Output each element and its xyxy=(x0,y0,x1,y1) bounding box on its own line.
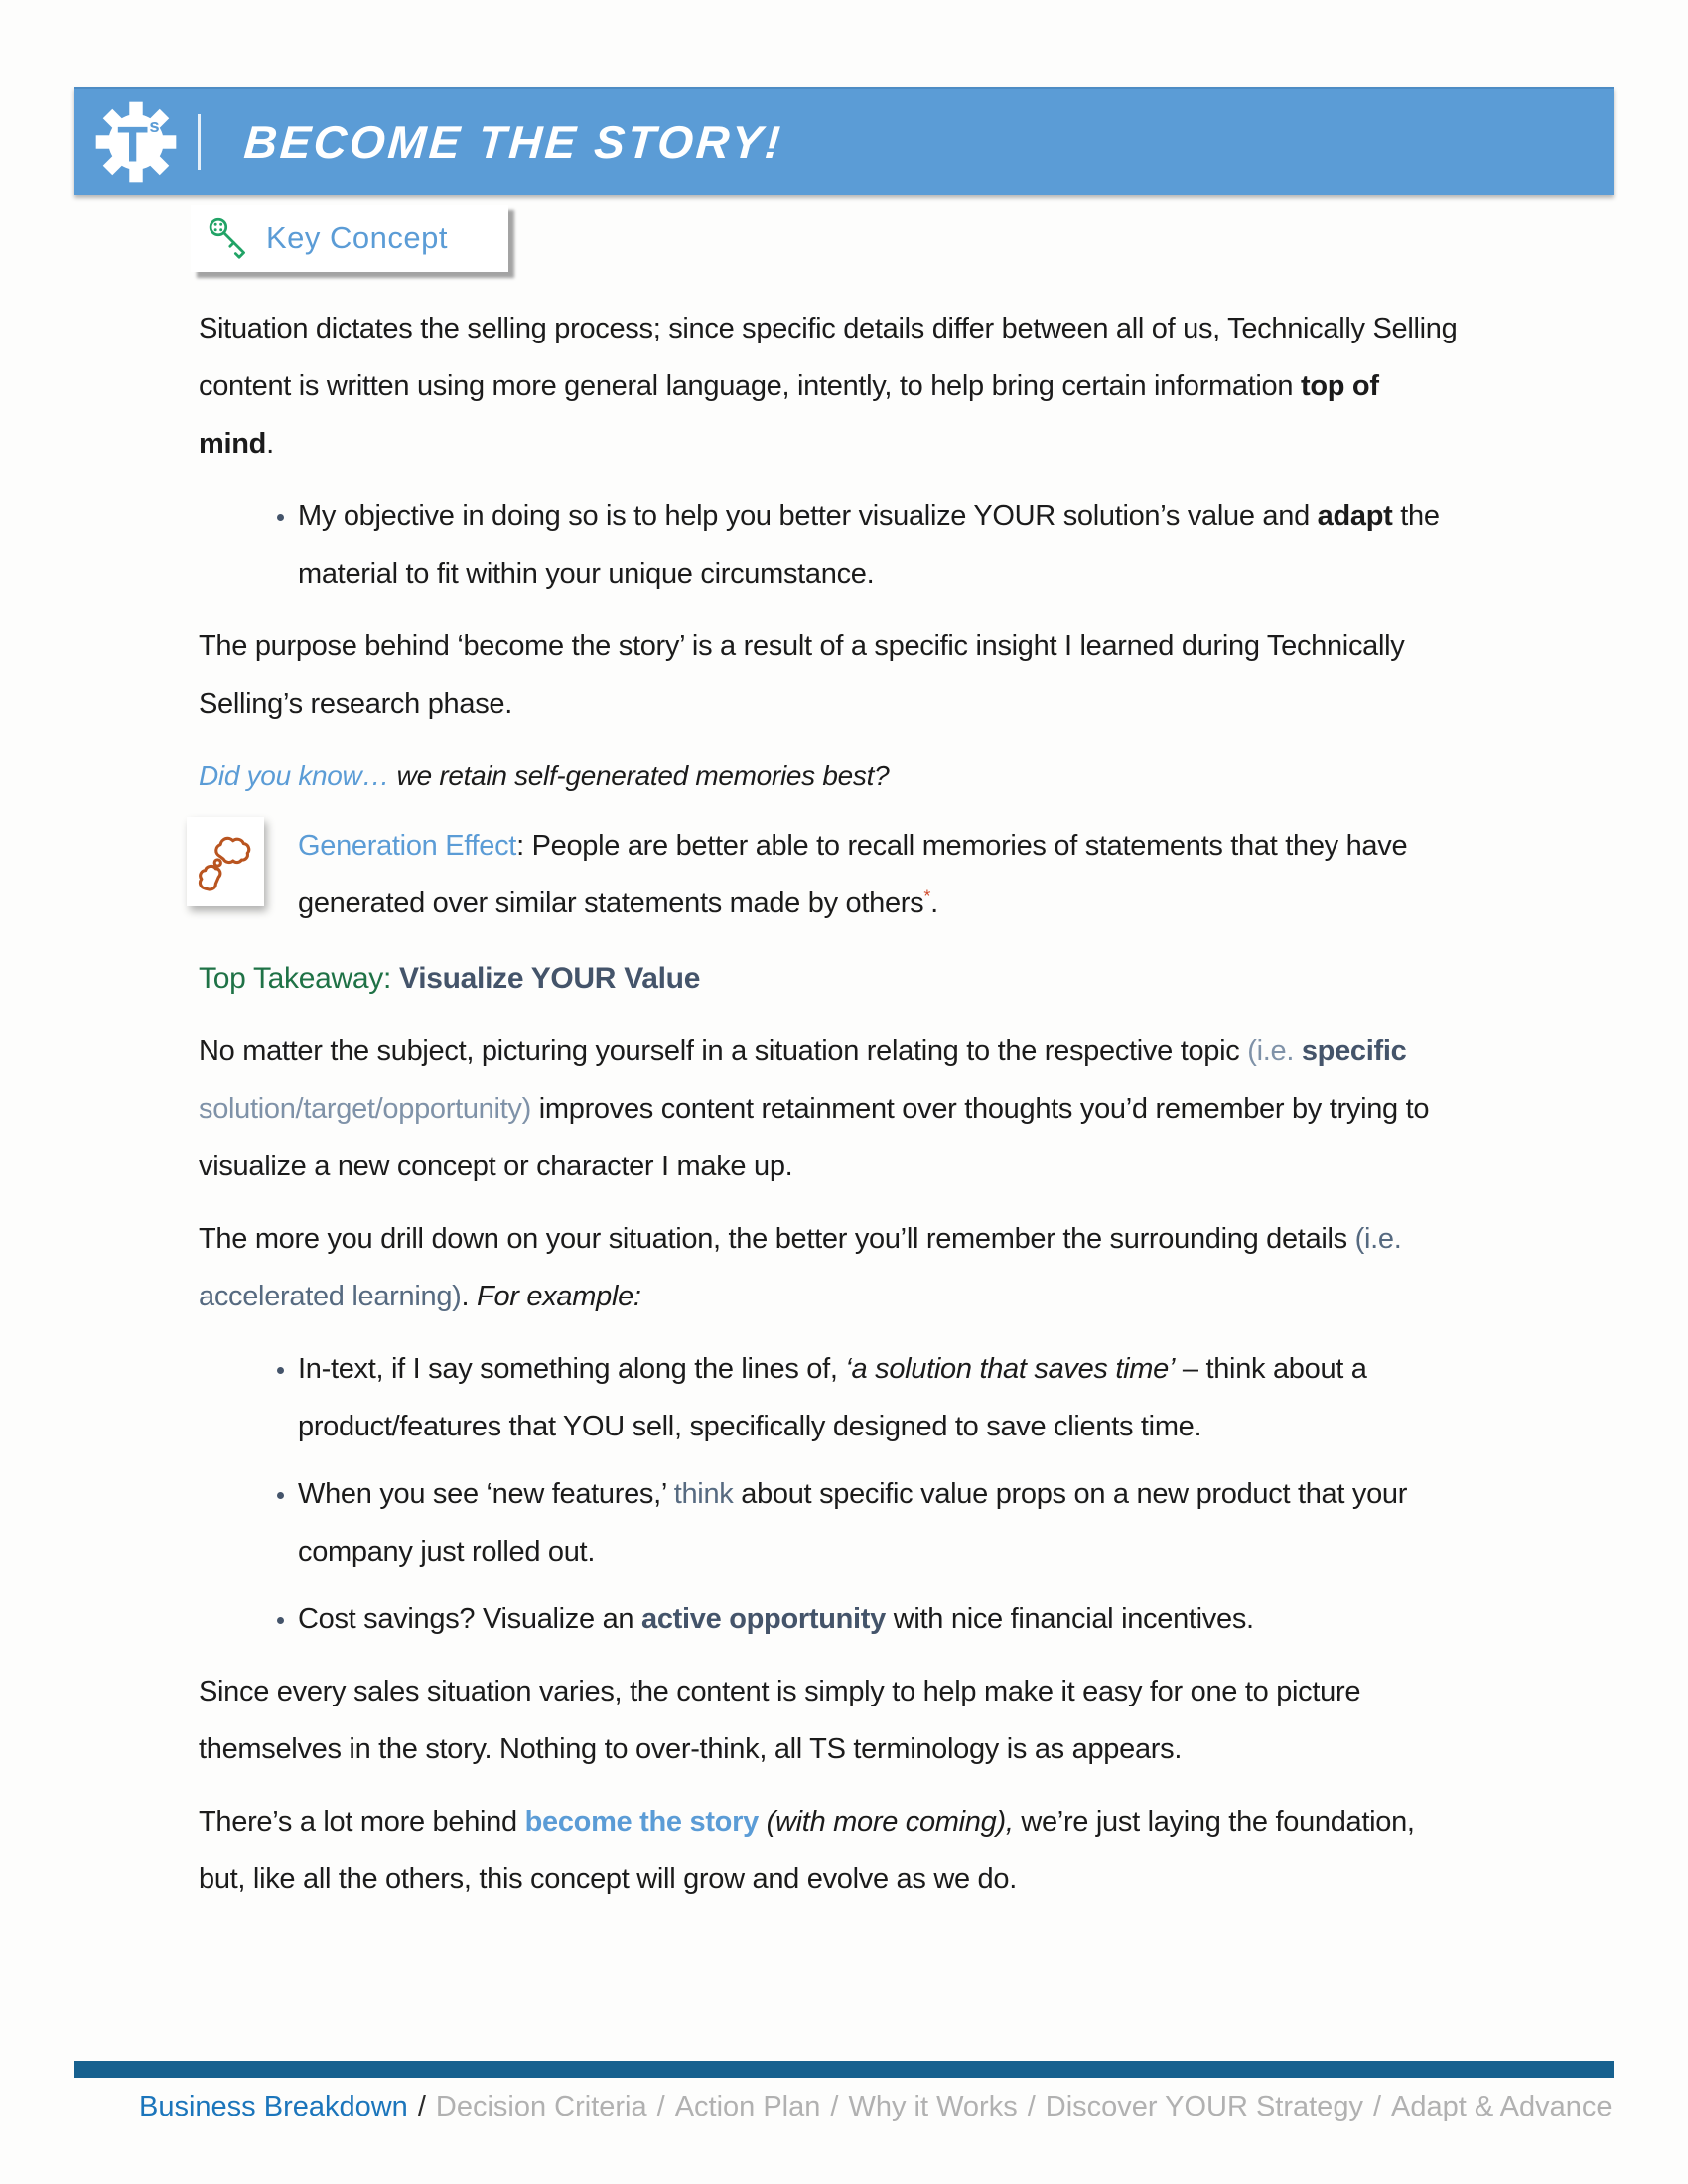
bold-specific: specific xyxy=(1301,1035,1407,1067)
gear-logo-icon xyxy=(94,99,178,185)
paragraph-theres-more: There’s a lot more behind become the story (with more coming), we’re just laying the foundation, but, like all the others, this concept will grow and evolve as we do. xyxy=(199,1806,1415,1895)
with-more-coming-note: (with more coming), xyxy=(758,1806,1014,1838)
footnote-asterisk: * xyxy=(923,886,931,906)
key-icon xyxy=(207,216,250,260)
list-item-cost-savings: • Cost savings? Visualize an active opportunity with nice financial incentives. xyxy=(298,1590,1460,1648)
generation-effect-block xyxy=(187,817,1460,932)
breadcrumb-item-adapt-advance[interactable]: Adapt & Advance xyxy=(1391,2091,1613,2122)
paragraph-no-matter: No matter the subject, picturing yourself in a situation relating to the respective topic (i.e. specific solution/target/opportunity) improves content retainment over thoughts you’d remember by trying to visualize a new concept or character I make up. xyxy=(199,1035,1430,1182)
header-banner xyxy=(74,87,1614,195)
logo-letter: T xyxy=(117,115,149,173)
breadcrumb-separator: / xyxy=(1027,2091,1036,2122)
breadcrumb-separator: / xyxy=(1372,2091,1382,2122)
think-highlight: think xyxy=(673,1478,734,1510)
paragraph-since-every: Since every sales situation varies, the content is simply to help make it easy for one to picture themselves in the story. Nothing to over-think, all TS terminology is as appears. xyxy=(199,1676,1361,1765)
for-example-label: For example: xyxy=(477,1281,641,1312)
generation-effect-term: Generation Effect xyxy=(298,830,517,862)
thought-bubble-icon xyxy=(197,829,254,894)
list-item-objective: • My objective in doing so is to help you better visualize YOUR solution’s value and adapt the material to fit within your unique circumstance. xyxy=(298,487,1460,603)
key-concept-badge xyxy=(191,205,508,272)
top-takeaway-line xyxy=(199,950,1460,1008)
bold-adapt: adapt xyxy=(1317,500,1393,532)
list-item-in-text: • In-text, if I say something along the lines of, ‘a solution that saves time’ – think about a product/features that YOU sell, specifically designed to save clients time. xyxy=(298,1340,1460,1455)
objective-list xyxy=(199,487,1460,603)
bold-active-opportunity: active opportunity xyxy=(641,1603,886,1635)
header-divider xyxy=(198,114,201,170)
page-title: BECOME THE STORY! xyxy=(242,116,785,168)
top-takeaway-label: Top Takeaway: xyxy=(199,962,400,995)
thought-bubble-icon-box xyxy=(187,817,264,906)
did-you-know-lead: Did you know… xyxy=(199,760,397,791)
breadcrumb xyxy=(139,2091,1613,2123)
breadcrumb-item-discover-your-strategy[interactable]: Discover YOUR Strategy xyxy=(1045,2091,1363,2122)
logo-superscript: s xyxy=(149,114,160,136)
paragraph-drill-down: The more you drill down on your situation, the better you’ll remember the surrounding details (i.e. accelerated learning). For example: xyxy=(199,1223,1402,1312)
generation-effect-text: Generation Effect: People are better able to recall memories of statements that they have generated over similar statements made by others*. xyxy=(298,830,1408,919)
paragraph-purpose: The purpose behind ‘become the story’ is a result of a specific insight I learned during Technically Selling’s research phase. xyxy=(199,630,1405,720)
did-you-know-line xyxy=(199,748,1460,805)
breadcrumb-item-action-plan[interactable]: Action Plan xyxy=(674,2091,821,2122)
list-item-new-features: • When you see ‘new features,’ think about specific value props on a new product that your company just rolled out. xyxy=(298,1465,1460,1580)
breadcrumb-item-decision-criteria[interactable]: Decision Criteria xyxy=(435,2091,647,2122)
breadcrumb-separator: / xyxy=(417,2091,426,2122)
did-you-know-rest: we retain self-generated memories best? xyxy=(396,760,890,791)
key-concept-label: Key Concept xyxy=(266,220,448,255)
breadcrumb-item-business-breakdown[interactable]: Business Breakdown xyxy=(139,2091,408,2122)
footer-divider-bar xyxy=(74,2061,1614,2078)
example-list xyxy=(199,1340,1460,1648)
top-takeaway-value: Visualize YOUR Value xyxy=(399,962,701,995)
breadcrumb-separator: / xyxy=(830,2091,839,2122)
breadcrumb-item-why-it-works[interactable]: Why it Works xyxy=(848,2091,1018,2122)
body-content xyxy=(199,300,1460,1923)
breadcrumb-separator: / xyxy=(656,2091,665,2122)
accelerated-learning-note: (i.e. accelerated learning) xyxy=(199,1223,1402,1312)
become-the-story-highlight: become the story xyxy=(524,1806,759,1838)
paragraph-intro: Situation dictates the selling process; since specific details differ between all of us, Technically Selling content is written using more general language, intently, to help bring certain information top of mind. xyxy=(199,313,1458,460)
quote-saves-time: ‘a solution that saves time’ xyxy=(845,1353,1176,1385)
bold-top-of-mind: top of mind xyxy=(199,370,1379,460)
